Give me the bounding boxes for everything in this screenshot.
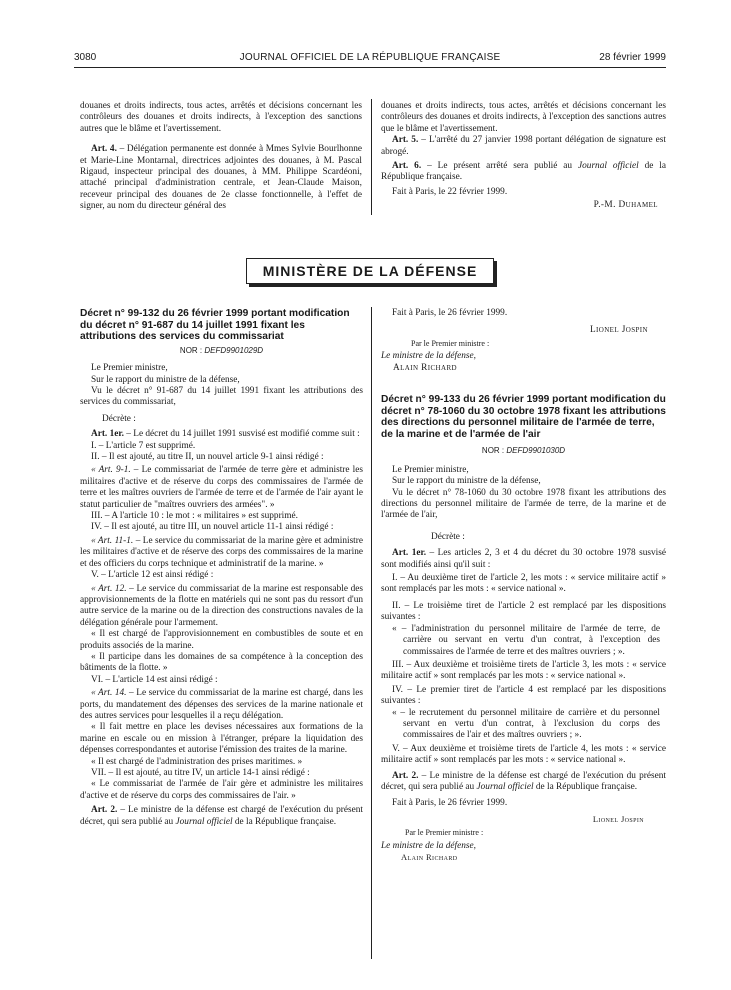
par-premier-ministre: Par le Premier ministre : (405, 828, 484, 838)
intro-line: Le Premier ministre, (91, 363, 168, 374)
article-label: Art. 4. (91, 144, 117, 155)
journal-ref: Journal officiel (476, 781, 534, 792)
page-number: 3080 (74, 52, 97, 63)
par-premier-ministre: Par le Premier ministre : (411, 338, 490, 348)
article-2 (381, 771, 666, 794)
article-text: – Le ministre de la défense est chargé de l'exécution du présent décret, qui sera publié au (80, 805, 364, 827)
paragraph: douanes et droits indirects, tous actes, arrêtés et décisions concernant les contrôleurs des douanes et droits indirects, à l'exception des sanctions autres que le blâme et l'avertissement. (80, 101, 362, 134)
quote-art-9-1 (80, 465, 363, 511)
quote-art-14 (80, 688, 363, 722)
article-1 (381, 548, 666, 571)
fait-a-paris: Fait à Paris, le 26 février 1999. (392, 798, 508, 809)
quote-text: – Le service du commissariat de la marine est responsable des approvisionnements de la flotte en matériels qui ne sont pas du ressort d'un autre service de la marine ou de la direction des constructions navales de la délégation générale pour l'armement. (80, 583, 363, 628)
quote-art-14-1: « Le commissariat de l'armée de l'air gère et administre les militaires d'active et de réserve du corps des commissaires de l'air. » (80, 779, 363, 801)
quote-paragraph: « Il est chargé de l'administration des prises maritimes. » (91, 756, 303, 767)
nor-code: DEFD9901029D (204, 345, 264, 355)
article-label: Art. 1er. (91, 429, 124, 440)
decree-title: Décret n° 99-132 du 26 février 1999 portant modification du décret n° 91-687 du 14 juillet 1991 fixant les attributions des services du commissariat (80, 308, 350, 343)
article-label: Art. 5. (392, 135, 419, 146)
item-iv: IV. – Le premier tiret de l'article 4 est remplacé par les dispositions suivantes : (381, 684, 666, 707)
article-text: de la République française. (381, 161, 667, 183)
journal-ref: Journal officiel (175, 816, 233, 827)
nor-label: NOR : (481, 446, 507, 456)
article-6 (381, 161, 666, 184)
article-4 (80, 144, 362, 212)
article-label: Art. 6. (392, 161, 422, 172)
decrete: Décrète : (102, 413, 136, 424)
top-right-column (381, 101, 666, 212)
signature: P.-M. Duhamel (593, 200, 658, 211)
article-1 (80, 429, 363, 440)
quote-label: « Art. 14. (91, 688, 127, 699)
item-v: V. – Aux deuxième et troisième tirets de l'article 4, les mots : « service militaire actif » sont remplacés par les mots : « service national ». (381, 743, 666, 766)
article-5 (381, 135, 666, 158)
article-text: – Délégation permanente est donnée à Mmes Sylvie Bourlhonne et Marie-Line Montarnal, directrices adjointes des douanes, à M. Pascal Rigaud, inspecteur principal des douanes, à MM. Philippe Scardéoni, attaché principal d'administration centrale, et Jean-Claude Maison, receveur principal des douanes de 2e classe fonctionnelle, à l'effet de signer, au nom du directeur général des (80, 144, 363, 212)
decree-99-132 (80, 308, 363, 828)
intro-line: Sur le rapport du ministre de la défense, (91, 374, 240, 385)
item-vii: VII. – Il est ajouté, au titre IV, un article 14-1 ainsi rédigé : (91, 768, 310, 778)
quote-paragraph: « Il participe dans les domaines de sa compétence à la conception des bâtiments de la flotte. » (80, 651, 363, 674)
quote-text: – Le commissariat de l'armée de terre gère et administre les militaires d'active et de réserve du corps des commissaires de l'armée de terre et les maîtres ouvriers de l'armée de terre et de l'armée de l'air ayant le statut particulier de "maîtres ouvriers des armées". » (80, 465, 363, 510)
article-2 (80, 805, 363, 828)
quote-paragraph: « Il fait mettre en place les devises nécessaires aux formations de la marine en escale ou en mission à l'étranger, prépare la liquidation des dépenses correspondantes et autorise l'émission des traites de la marine. (80, 722, 363, 756)
item-iii: III. – Aux deuxième et troisième tirets de l'article 3, les mots : « service militaire actif » sont remplacés par les mots : « service national ». (381, 659, 666, 682)
item-ii: II. – Le troisième tiret de l'article 2 est remplacé par les dispositions suivantes : (381, 600, 666, 623)
nor-reference (381, 445, 666, 456)
article-text: – L'arrêté du 27 janvier 1998 portant délégation de signature est abrogé. (381, 135, 666, 157)
article-text: – Le décret du 14 juillet 1991 susvisé est modifié comme suit : (123, 429, 360, 440)
article-text: de la République française. (533, 781, 638, 792)
minister-title: Le ministre de la défense, (381, 351, 476, 362)
quote-label: « Art. 12. (91, 583, 127, 594)
intro-line: Le Premier ministre, (392, 464, 469, 475)
nor-label: NOR : (179, 345, 205, 355)
replacement-text: « – le recrutement du personnel militaire de carrière et du personnel servant en vertu d'un contrat, à l'exclusion du corps des commissaires de l'air et des maîtres ouvriers ; ». (392, 707, 660, 741)
intro-line: Sur le rapport du ministre de la défense, (392, 476, 541, 487)
item-iii: III. – A l'article 10 : le mot : « militaires » est supprimé. (91, 511, 298, 522)
item-ii: II. – Il est ajouté, au titre II, un nouvel article 9-1 ainsi rédigé : (91, 452, 324, 463)
top-left-column (80, 101, 362, 213)
journal-title: JOURNAL OFFICIEL DE LA RÉPUBLIQUE FRANÇAISE (239, 52, 501, 63)
quote-text: – Le service du commissariat de la marine est chargé, dans les ports, du mandatement des dépenses des services de la marine nationale et des autres services pour lesquelles il a reçu délégation. (80, 688, 363, 721)
header-rule (74, 67, 666, 68)
ministry-heading: MINISTÈRE DE LA DÉFENSE (246, 258, 494, 284)
issue-date: 28 février 1999 (599, 52, 666, 63)
decrete: Décrète : (431, 531, 465, 542)
page-header (74, 52, 666, 66)
item-i: I. – Au deuxième tiret de l'article 2, les mots : « service militaire actif » sont remplacés par les mots : « service national ». (381, 573, 666, 595)
article-label: Art. 2. (392, 770, 419, 781)
column-divider-bottom (371, 307, 372, 959)
item-iv: IV. – Il est ajouté, au titre III, un nouvel article 11-1 ainsi rédigé : (91, 522, 334, 533)
article-text: – Le ministre de la défense est chargé de l'exécution du présent décret, qui sera publié au (381, 770, 667, 792)
quote-label: « Art. 11-1. (91, 535, 134, 546)
intro-line: Vu le décret n° 91-687 du 14 juillet 1991 fixant les attributions des services du commissariat, (80, 386, 363, 408)
paragraph: douanes et droits indirects, tous actes, arrêtés et décisions concernant les contrôleurs des douanes et droits indirects, à l'exception des sanctions autres que le blâme et l'avertissement. (381, 101, 666, 134)
signature-pm: Lionel Jospin (592, 813, 644, 824)
nor-reference (80, 345, 363, 356)
nor-code: DEFD9901030D (506, 446, 566, 456)
replacement-text: « – l'administration du personnel militaire de l'armée de terre, de carrière ou servant en vertu d'un contrat, à l'exception des commissaires de l'armée de terre et des maîtres ouvriers ; ». (392, 623, 660, 657)
column-divider-top (371, 99, 372, 215)
decree-99-133-column (381, 308, 666, 863)
article-label: Art. 1er. (392, 548, 427, 559)
minister-title: Le ministre de la défense, (381, 840, 476, 851)
item-i: I. – L'article 7 est supprimé. (91, 440, 196, 451)
quote-art-11-1 (80, 536, 363, 570)
intro-line: Vu le décret n° 78-1060 du 30 octobre 1978 fixant les attributions des directions du personnel militaire de l'armée de terre, de la marine et de l'armée de l'air, (381, 487, 666, 521)
signature-pm: Lionel Jospin (589, 325, 648, 336)
quote-text: – Le service du commissariat de la marine gère et administre les militaires d'active et de réserve des corps des commissaires de la marine et des officiers du corps technique et administratif de la marine. » (80, 535, 363, 569)
article-text: – Les articles 2, 3 et 4 du décret du 30 octobre 1978 susvisé sont modifiés ainsi qu'il suit : (381, 548, 666, 570)
journal-ref: Journal officiel (578, 161, 639, 172)
quote-paragraph: « Il est chargé de l'approvisionnement en combustibles de soute et en produits associés de la marine. (80, 629, 363, 651)
signature-minister: Alain Richard (401, 852, 458, 862)
article-text: – Le présent arrêté sera publié au (421, 161, 579, 172)
article-text: de la République française. (232, 816, 337, 827)
quote-label: « Art. 9-1. (91, 465, 131, 476)
article-label: Art. 2. (91, 805, 118, 816)
fait-a-paris: Fait à Paris, le 22 février 1999. (392, 186, 508, 197)
item-vi: VI. – L'article 14 est ainsi rédigé : (91, 674, 218, 685)
decree-title: Décret n° 99-133 du 26 février 1999 portant modification du décret n° 78-1060 du 30 octobre 1978 fixant les attributions des directions du personnel militaire de l'armée de terre, de la marine et de l'armée de l'air (381, 394, 666, 440)
signature-minister: Alain Richard (393, 362, 457, 373)
fait-a-paris: Fait à Paris, le 26 février 1999. (392, 308, 508, 318)
item-v: V. – L'article 12 est ainsi rédigé : (91, 570, 214, 581)
quote-art-12 (80, 584, 363, 630)
